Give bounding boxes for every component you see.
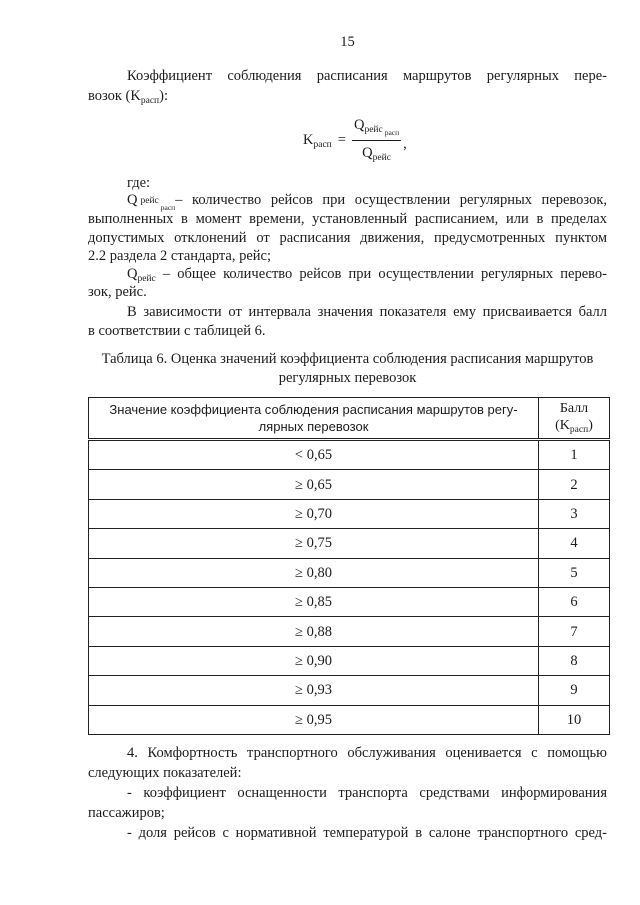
formula-lhs-symbol: K bbox=[303, 131, 314, 148]
definition-1-symbol: Q bbox=[127, 192, 138, 208]
section-4-item-1-line-2: пассажиров; bbox=[88, 805, 165, 821]
row-score: 4 bbox=[539, 529, 610, 558]
section-4-line-1: 4. Комфортность транспортного обслуживания оценивается с помощью bbox=[127, 745, 607, 761]
formula-lhs bbox=[303, 132, 332, 149]
formula-equals: = bbox=[337, 131, 346, 148]
formula-numerator bbox=[352, 114, 401, 141]
formula-comma: , bbox=[403, 135, 407, 152]
header-value-column bbox=[89, 398, 539, 440]
intro-line-2-subscript: расп bbox=[140, 96, 160, 106]
section-4-item-1-line-1: - коэффициент оснащенности транспорта средствами информирования bbox=[127, 785, 607, 801]
row-value: ≥ 0,90 bbox=[89, 646, 539, 675]
formula-k-rasp bbox=[303, 113, 407, 167]
row-value: ≥ 0,95 bbox=[89, 705, 539, 734]
row-score: 6 bbox=[539, 587, 610, 616]
definition-2-symbol: Q bbox=[127, 266, 138, 282]
row-value: ≥ 0,88 bbox=[89, 617, 539, 646]
header-value-line-2: лярных перевозок bbox=[258, 419, 369, 434]
row-value: ≥ 0,85 bbox=[89, 587, 539, 616]
definition-1-sub-subscript: расп bbox=[160, 203, 176, 212]
row-value: ≥ 0,65 bbox=[89, 470, 539, 499]
table-row bbox=[89, 705, 610, 734]
header-score-column bbox=[539, 398, 610, 440]
row-value: ≥ 0,75 bbox=[89, 529, 539, 558]
definition-2-text: – общее количество рейсов при осуществлении регулярных перево- bbox=[155, 266, 607, 282]
table-row bbox=[89, 470, 610, 499]
formula-denominator bbox=[362, 141, 391, 166]
table-row bbox=[89, 440, 610, 470]
numerator-symbol: Q bbox=[353, 117, 365, 133]
denominator-subscript: рейс bbox=[372, 153, 391, 163]
formula-lhs-subscript: расп bbox=[313, 139, 332, 150]
row-score: 9 bbox=[539, 676, 610, 705]
numerator-subscript: рейс bbox=[364, 125, 383, 135]
definition-2-line-1 bbox=[88, 264, 607, 284]
section-4-line-2: следующих показателей: bbox=[88, 765, 242, 781]
table-header-row bbox=[89, 398, 610, 440]
row-score: 7 bbox=[539, 617, 610, 646]
denominator-symbol: Q bbox=[362, 145, 373, 161]
intro-line-2-text: возок (K bbox=[88, 88, 141, 104]
row-score: 2 bbox=[539, 470, 610, 499]
section-4-item-2-line-1: - доля рейсов с нормативной температурой в салоне транспортного сред- bbox=[127, 825, 607, 841]
header-score-open: (K bbox=[555, 418, 570, 433]
schedule-compliance-table bbox=[88, 397, 610, 735]
table-row bbox=[89, 646, 610, 675]
row-score: 5 bbox=[539, 558, 610, 587]
row-score: 10 bbox=[539, 705, 610, 734]
row-score: 1 bbox=[539, 440, 610, 470]
definition-1-line-3: допустимых отклонений от расписания движения, предусмотренных пунктом bbox=[88, 230, 607, 246]
definition-1-line-4: 2.2 раздела 2 стандарта, рейс; bbox=[88, 248, 272, 264]
row-value: ≥ 0,93 bbox=[89, 676, 539, 705]
definition-2-subscript: рейс bbox=[137, 274, 156, 284]
row-value: ≥ 0,80 bbox=[89, 558, 539, 587]
row-value: < 0,65 bbox=[89, 440, 539, 470]
table-row bbox=[89, 558, 610, 587]
definition-1-line-1 bbox=[88, 190, 607, 210]
row-value: ≥ 0,70 bbox=[89, 499, 539, 528]
intro-line-2-end: ): bbox=[159, 88, 169, 104]
row-score: 8 bbox=[539, 646, 610, 675]
table-row bbox=[89, 499, 610, 528]
definition-1-subscript: рейс bbox=[140, 196, 159, 206]
table-caption-line-2: регулярных перевозок bbox=[278, 370, 417, 386]
intro-line-1: Коэффициент соблюдения расписания маршрутов регулярных пере- bbox=[127, 68, 607, 84]
header-score-line-1: Балл bbox=[559, 401, 589, 416]
intro-line-2 bbox=[88, 86, 607, 106]
header-score-subscript: расп bbox=[569, 425, 589, 435]
numerator-sub-subscript: расп bbox=[384, 128, 400, 137]
paragraph-2-line-1: В зависимости от интервала значения показателя ему присваивается балл bbox=[127, 304, 607, 320]
definition-1-line-2: выполненных в момент времени, установленный расписанием, или в пределах bbox=[88, 211, 607, 227]
where-label: где: bbox=[127, 175, 151, 191]
definition-2-line-2: зок, рейс. bbox=[88, 284, 147, 300]
formula-fraction bbox=[352, 114, 401, 166]
definition-1-text: – количество рейсов при осуществлении регулярных перевозок, bbox=[175, 192, 607, 208]
paragraph-2-line-2: в соответствии с таблицей 6. bbox=[88, 323, 266, 339]
header-value-line-1: Значение коэффициента соблюдения расписания маршрутов регу- bbox=[109, 402, 518, 417]
table-row bbox=[89, 617, 610, 646]
table-row bbox=[89, 529, 610, 558]
table-row bbox=[89, 676, 610, 705]
row-score: 3 bbox=[539, 499, 610, 528]
table-row bbox=[89, 587, 610, 616]
table-caption-line-1: Таблица 6. Оценка значений коэффициента соблюдения расписания маршрутов bbox=[101, 351, 594, 367]
header-score-close: ) bbox=[588, 418, 593, 433]
header-score-line-2 bbox=[539, 417, 609, 436]
page-number: 15 bbox=[340, 34, 355, 50]
